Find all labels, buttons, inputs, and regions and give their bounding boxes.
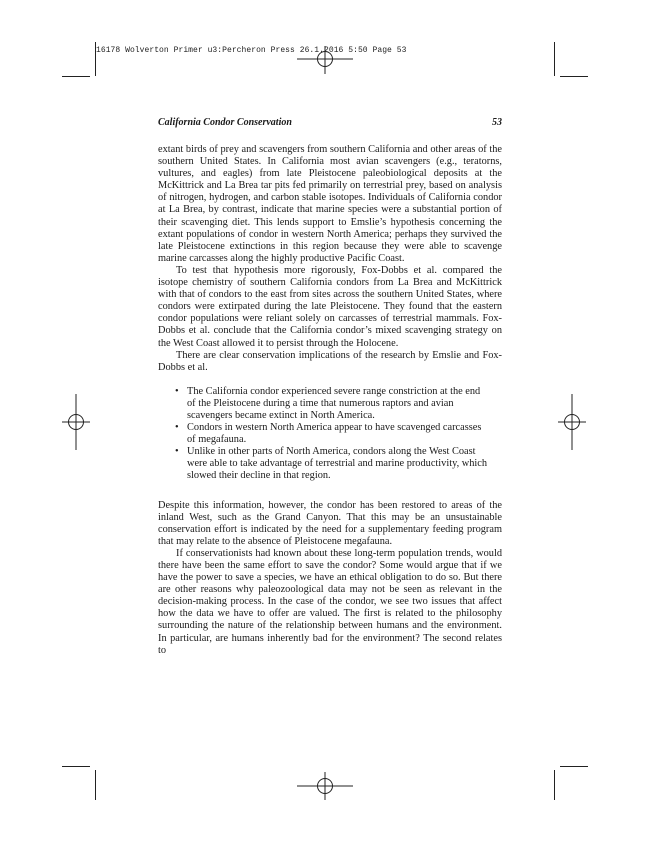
crop-mark [95, 42, 96, 76]
crop-mark [62, 766, 90, 767]
registration-mark-bottom [297, 772, 353, 800]
registration-mark-right [558, 394, 586, 450]
running-header-title: California Condor Conservation [158, 117, 292, 128]
page-number: 53 [492, 117, 502, 128]
bullet-item: • Condors in western North America appear to have scavenged carcasses of megafauna. [187, 422, 488, 446]
bullet-list [158, 386, 502, 483]
paragraph: Despite this information, however, the condor has been restored to areas of the inland West, such as the Grand Canyon. That this may be an unsustainable conservation effort is indicated by the need for a supplementary feeding program that may relate to the absence of Pleistocene megafauna. [158, 499, 502, 547]
crop-mark [554, 42, 555, 76]
paragraph: If conservationists had known about these long-term population trends, would there have been the same effort to save the condor? Some would argue that if we have the power to save a species, we have an ethical obligation to do so. But there are other reasons why paleozoological data may not be seen as relevant in the decision-making process. In the case of the condor, we see two issues that affect how the data we have to offer are valued. The first is related to the philosophy surrounding the nature of the relationship between humans and the environment. In particular, are humans inherently bad for the environment? The second relates to [158, 547, 502, 656]
body-text [158, 144, 502, 657]
crop-mark [560, 76, 588, 77]
paragraph: To test that hypothesis more rigorously, Fox-Dobbs et al. compared the isotope chemistry of southern California condors from La Brea and McKittrick with that of condors to the east from sites across the southern United States, where condors were extirpated during the late Pleistocene. They found that the eastern condor populations were reliant solely on carcasses of terrestrial mammals. Fox-Dobbs et al. conclude that the California condor’s mixed scavenging strategy on the West Coast allowed it to persist through the Holocene. [158, 264, 502, 349]
crop-mark [560, 766, 588, 767]
registration-mark-top [297, 46, 353, 74]
crop-mark [554, 770, 555, 800]
registration-mark-left [62, 394, 90, 450]
printer-slug: 16178 Wolverton Primer u3:Percheron Press 26.1.2016 5:50 Page 53 [96, 46, 407, 55]
crop-mark [95, 770, 96, 800]
paragraph: There are clear conservation implications of the research by Emslie and Fox-Dobbs et al. [158, 349, 502, 373]
bullet-item: • Unlike in other parts of North America, condors along the West Coast were able to take advantage of terrestrial and marine productivity, which slowed their decline in that region. [187, 446, 488, 482]
paragraph: extant birds of prey and scavengers from southern California and other areas of the southern United States. In California most avian scavengers (e.g., teratorns, vultures, and eagles) from late Pleistocene paleobiological deposits at the McKittrick and La Brea tar pits fed primarily on terrestrial prey, based on analysis of nitrogen, hydrogen, and carbon stable isotopes. Individuals of California condor at La Brea, by contrast, indicate that marine species were a substantial portion of their scavenging diet. This lends support to Emslie’s hypothesis concerning the extant populations of condor in western North America; perhaps they survived the late Pleistocene extinctions in this region because they were able to scavenge marine carcasses along the highly productive Pacific Coast. [158, 144, 502, 264]
crop-mark [62, 76, 90, 77]
bullet-item: • The California condor experienced severe range constriction at the end of the Pleistocene during a time that numerous raptors and avian scavengers became extinct in North America. [187, 386, 488, 422]
